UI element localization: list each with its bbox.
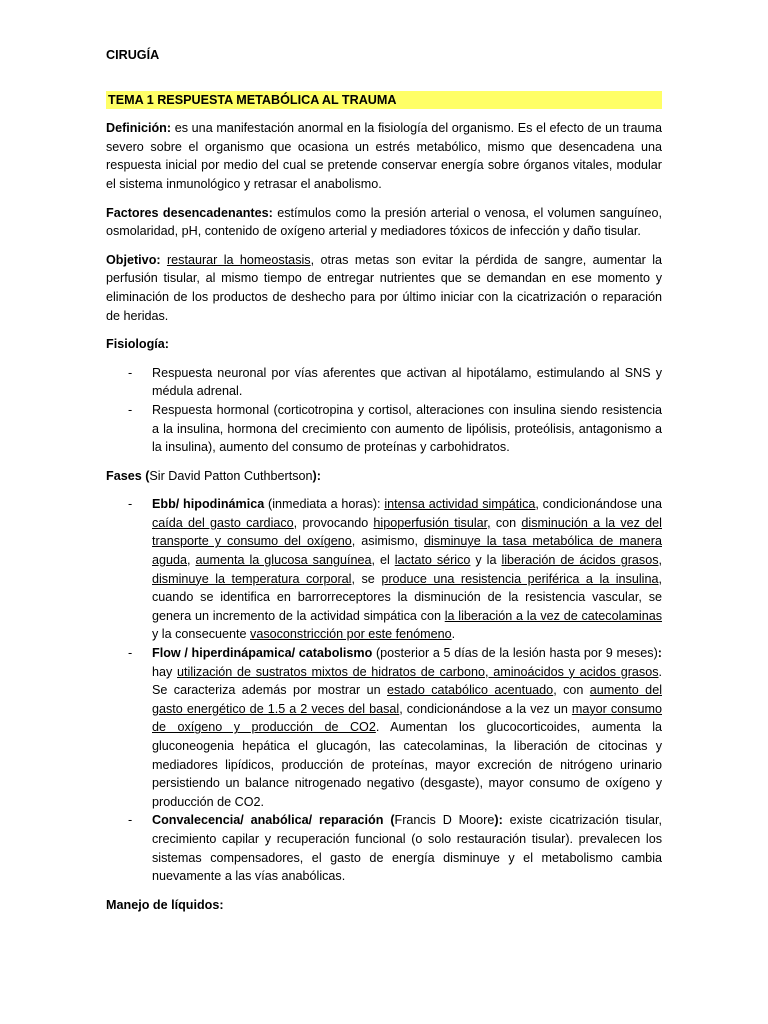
underlined-run: disminuye la temperatura corporal (152, 571, 352, 586)
definicion-paragraph (106, 119, 662, 193)
underlined-run: mayor consumo de oxígeno y producción de CO2 (152, 701, 662, 735)
underlined-run: intensa actividad simpática (384, 497, 536, 512)
document-title: CIRUGÍA (106, 48, 160, 62)
text-run: , (187, 553, 196, 568)
text-run: , provocando (293, 515, 374, 530)
underlined-run: estado catabólico acentuado (387, 683, 554, 698)
text-run: , condicionándose a la vez un (399, 701, 572, 716)
definicion-label: Definición: (106, 121, 172, 136)
text-run: y la consecuente (152, 627, 251, 642)
underlined-run: liberación de ácidos grasos (501, 553, 659, 568)
objetivo-paragraph (106, 251, 662, 325)
fase-flow-item (106, 644, 662, 811)
list-item: - Respuesta hormonal (corticotropina y cortisol, alteraciones con insulina siendo resistencia a la insulina, hormona del crecimiento con aumento de lipólisis, proteólisis, antagonismo a la insulina), aumento del consumo de proteínas y carbohidratos. (106, 401, 662, 457)
definicion-text: es una manifestación anormal en la fisiología del organismo. Es el efecto de un trauma severo sobre el organismo que ocasiona un estrés metabólico, mismo que desencadena una respuesta inicial por medio del cual se pretende conservar energía sobre órganos vitales, modular el sistema inmunológico y retrasar el anabolismo. (106, 121, 662, 191)
text-run: . Se caracteriza además por mostrar un (152, 664, 663, 698)
fase-flow-label: Flow / hiperdinápamica/ catabolismo (152, 646, 373, 661)
underlined-run: caída del gasto cardiaco (152, 515, 294, 530)
fases-label: Fases ( (106, 468, 150, 483)
text-run: existe cicatrización tisular, crecimiento capilar y recuperación funcional (o solo restauración tisular). prevalecen los sistemas compensadores, el gasto de energía disminuye y el metabolismo cambia nuevamente a las vías anabólicas. (152, 813, 662, 884)
fase-conv-label-close: ): (494, 813, 503, 828)
text-run: y la (470, 553, 502, 568)
text-run: . (451, 627, 456, 642)
factores-text: estímulos como la presión arterial o venosa, el volumen sanguíneo, osmolaridad, pH, contenido de oxígeno arterial y mediadores tóxicos de infección y daño tisular. (106, 205, 662, 239)
text-run: , cuando se identifica en barrorreceptores la disminución de la resistencia vascular, se genera un incremento de la actividad simpática con (152, 571, 662, 623)
underlined-run: disminución a la vez del transporte y consumo del oxígeno (152, 515, 662, 549)
objetivo-label: Objetivo: (106, 252, 161, 267)
fases-heading (106, 467, 662, 486)
text-run: con (490, 515, 522, 530)
fase-conv-label: Convalecencia/ anabólica/ reparación ( (152, 813, 395, 828)
text-run: , se (351, 571, 382, 586)
fase-conv-author: Francis D Moore (394, 813, 495, 828)
topic-title-highlighted: TEMA 1 RESPUESTA METABÓLICA AL TRAUMA (106, 91, 662, 110)
fase-ebb-label: Ebb/ hipodinámica (152, 497, 265, 512)
text-run: , con (553, 683, 590, 698)
text-run: (posterior a 5 días de la lesión hasta por 9 meses) (372, 646, 658, 661)
fisiologia-heading: Fisiología: (106, 337, 169, 352)
text-run: . Aumentan los glucocorticoides, aumenta la gluconeogenia hepática el glucagón, las catecolaminas, la liberación de citocinas y mediadores lipídicos, producción de proteínas, mayor excreción de nitrógeno urinario persistiendo un balance nitrogenado negativo (desgaste), mayor consumo de oxígeno y producción de CO2. (152, 720, 662, 809)
text-run: , condicionándose una (535, 497, 662, 512)
underlined-run: produce una resistencia periférica a la insulina (381, 571, 659, 586)
text-run: , (658, 553, 662, 568)
fases-list (106, 495, 662, 885)
factores-label: Factores desencadenantes: (106, 205, 273, 220)
text-run: hay (152, 664, 178, 679)
underlined-run: lactato sérico (394, 553, 471, 568)
underlined-run: disminuye la tasa metabólica de manera aguda (152, 534, 662, 568)
underlined-run: vasoconstricción por este fenómeno (250, 627, 452, 642)
fases-label-close: ): (312, 468, 321, 483)
underlined-run: utilización de sustratos mixtos de hidratos de carbono, aminoácidos y acidos grasos (177, 664, 659, 679)
underlined-run: aumenta la glucosa sanguínea (195, 553, 372, 568)
objetivo-text: , otras metas son evitar la pérdida de sangre, aumentar la perfusión tisular, al mismo tiempo de entregar nutrientes que se demandan en ese momento y eliminación de los productos de deshecho para por último iniciar con la cicatrización o reparación de heridas. (106, 252, 662, 323)
manejo-liquidos-heading: Manejo de líquidos: (106, 897, 224, 912)
objetivo-underlined: restaurar la homeostasis (166, 252, 311, 267)
fisiologia-list (106, 364, 662, 457)
underlined-run: la liberación a la vez de catecolaminas (444, 608, 662, 623)
fases-author: Sir David Patton Cuthbertson (149, 468, 313, 483)
fase-convalecencia-item (106, 811, 662, 885)
text-run: , el (371, 553, 395, 568)
text-run: : (657, 646, 662, 661)
fase-ebb-item (106, 495, 662, 644)
factores-paragraph (106, 204, 662, 241)
text-run: , asimismo, (351, 534, 424, 549)
text-run: (inmediata a horas): (264, 497, 385, 512)
list-item: - Respuesta neuronal por vías aferentes que activan al hipotálamo, estimulando al SNS y médula adrenal. (106, 364, 662, 401)
underlined-run: aumento del gasto energético de 1.5 a 2 veces del basal (152, 683, 662, 716)
underlined-run: hipoperfusión tisular, (373, 515, 491, 530)
